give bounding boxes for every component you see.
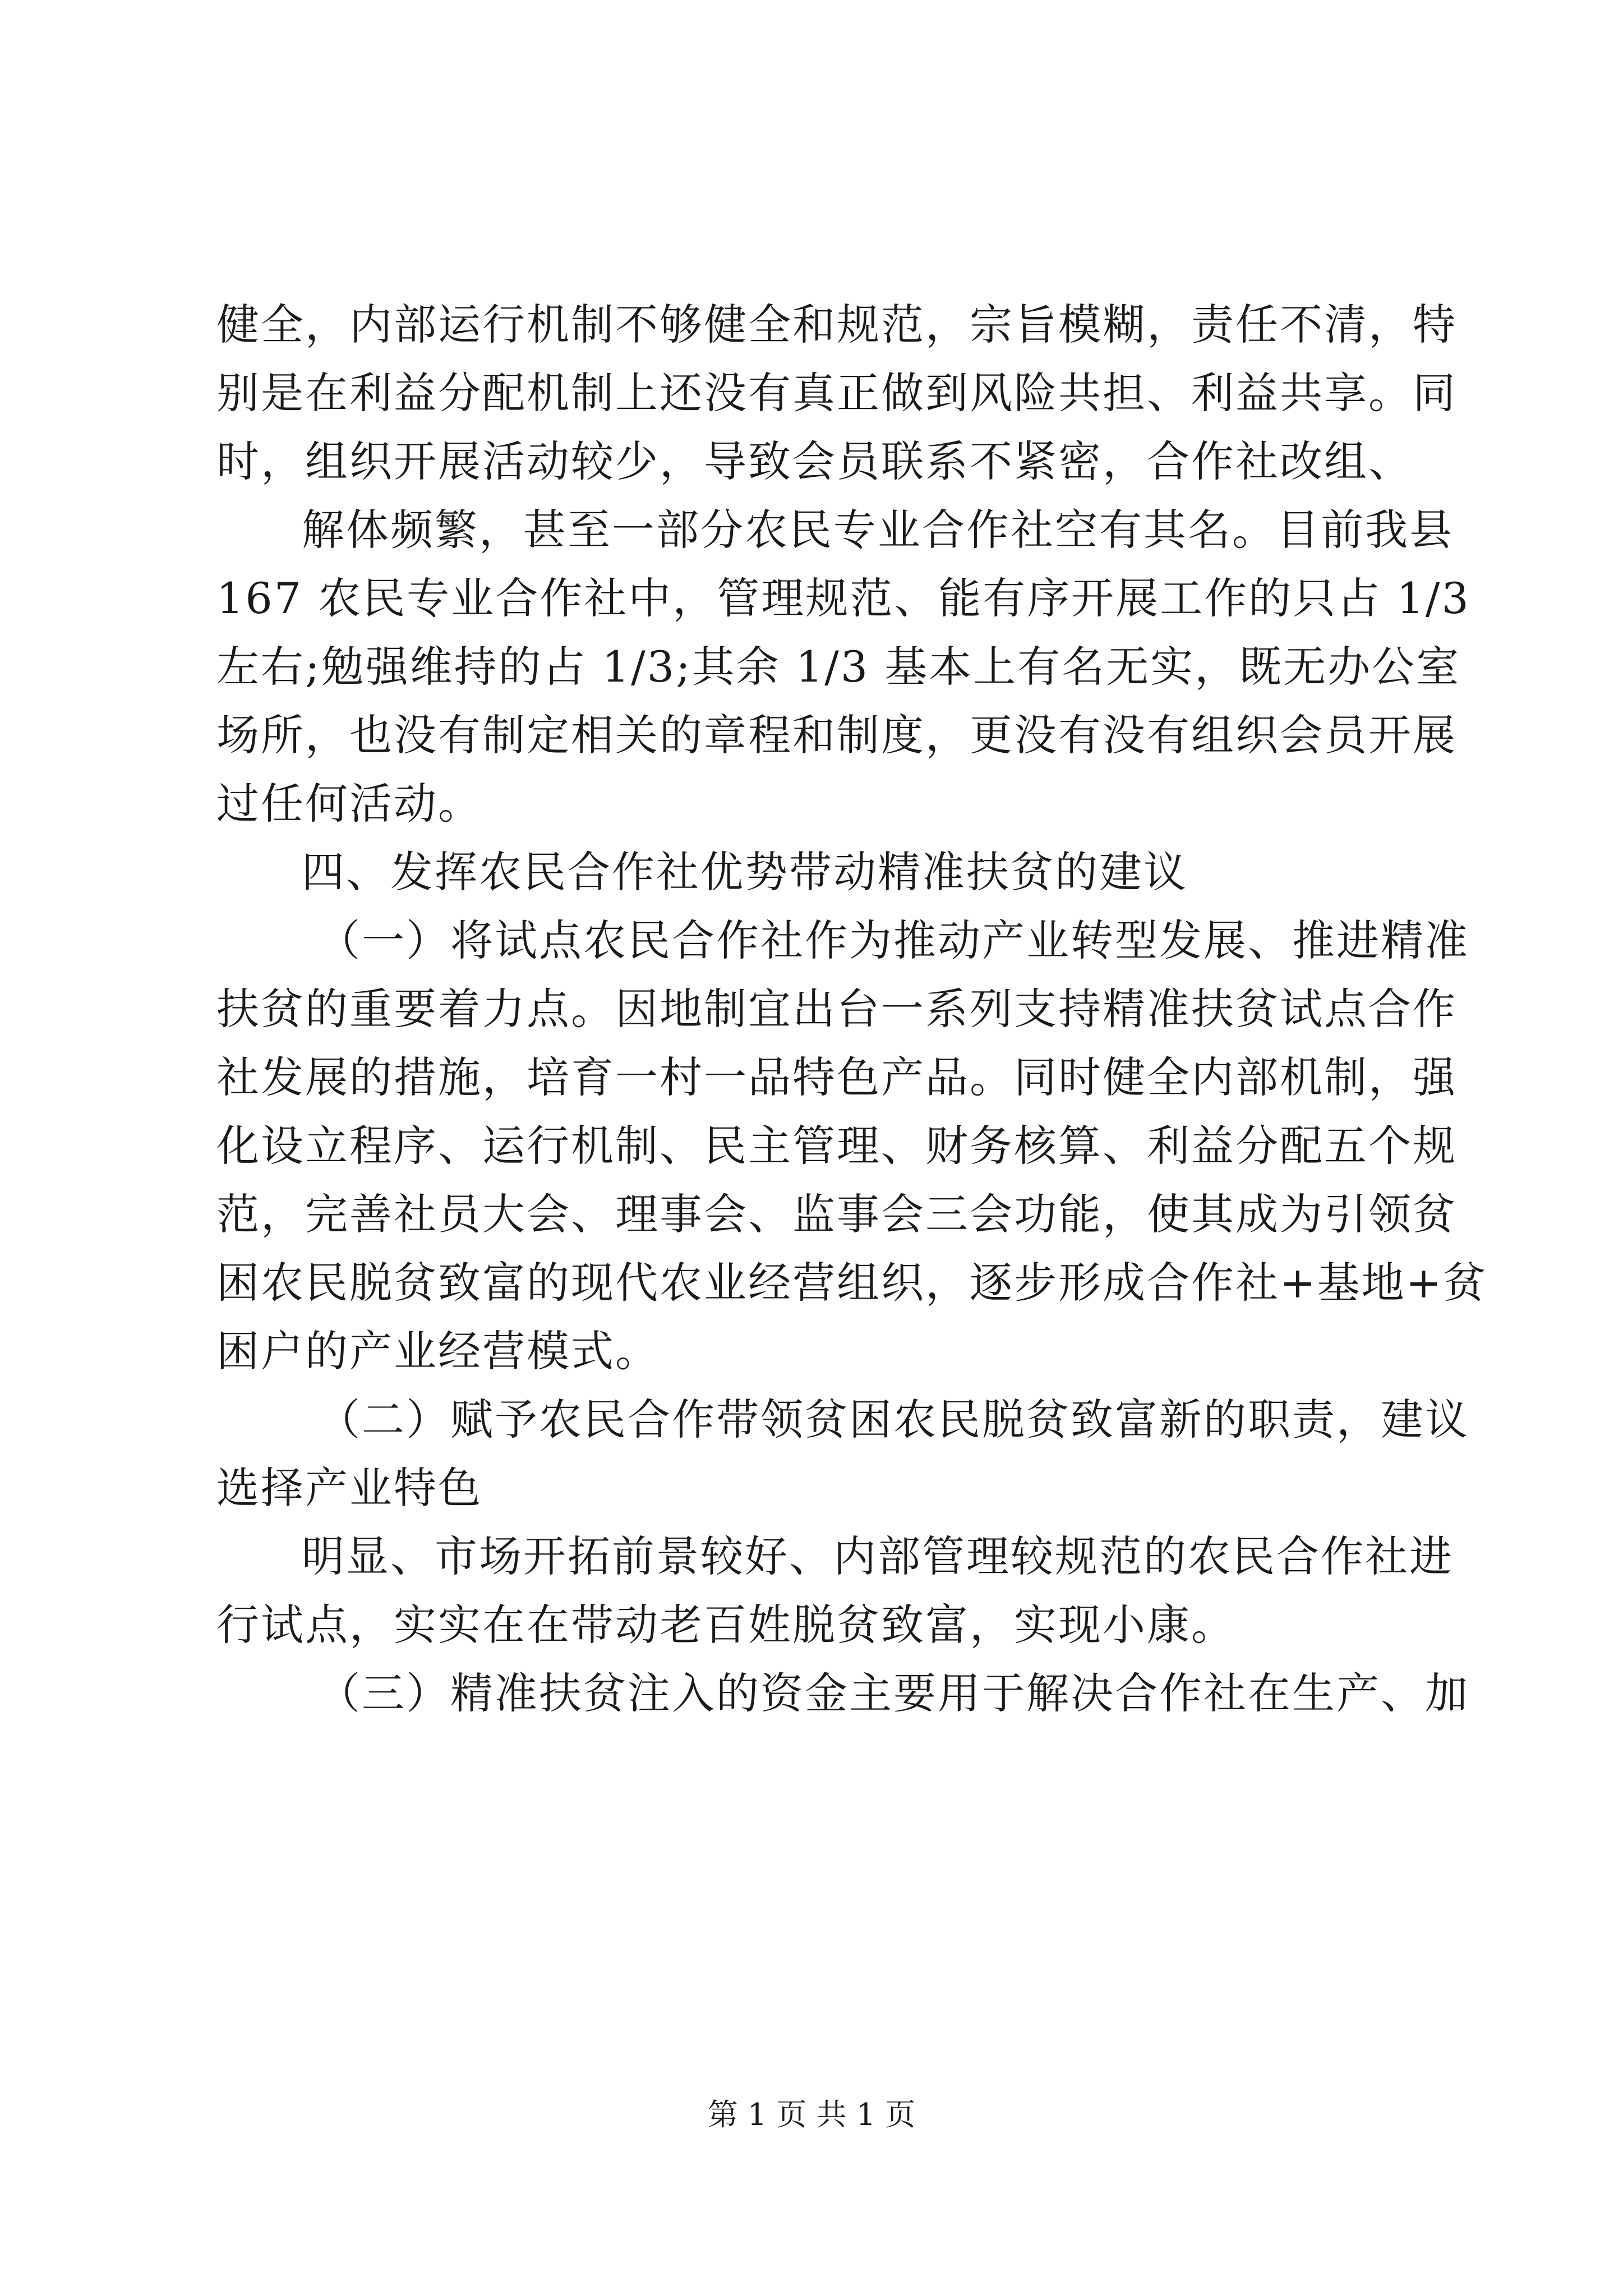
page-number-footer: 第 1 页 共 1 页 (707, 2097, 916, 2132)
text-line: 健全，内部运行机制不够健全和规范，宗旨模糊，责任不清，特 (216, 300, 1457, 349)
text-line: 化设立程序、运行机制、民主管理、财务核算、利益分配五个规 (216, 1121, 1457, 1171)
paragraph-start-line: （一）将试点农民合作社作为推动产业转型发展、推进精准 (317, 915, 1469, 965)
text-line: 社发展的措施，培育一村一品特色产品。同时健全内部机制，强 (216, 1052, 1457, 1102)
text-line: 场所，也没有制定相关的章程和制度，更没有没有组织会员开展 (216, 710, 1457, 760)
text-line: 范，完善社员大会、理事会、监事会三会功能，使其成为引领贫 (216, 1189, 1457, 1239)
text-line: 时，组织开展活动较少，导致会员联系不紧密，合作社改组、 (216, 436, 1413, 486)
paragraph-start-line: 明显、市场开拓前景较好、内部管理较规范的农民合作社进 (302, 1531, 1454, 1581)
document-body (216, 291, 1488, 1728)
text-line: 扶贫的重要着力点。因地制宜出台一系列支持精准扶贫试点合作 (216, 984, 1457, 1034)
section-heading: 四、发挥农民合作社优势带动精准扶贫的建议 (302, 847, 1188, 897)
paragraph-start-line: （三）精准扶贫注入的资金主要用于解决合作社在生产、加 (317, 1668, 1469, 1718)
text-line: 左右;勉强维持的占 1/3;其余 1/3 基本上有名无实，既无办公室 (216, 642, 1461, 692)
text-line: 困户的产业经营模式。 (216, 1326, 660, 1376)
text-line: 选择产业特色 (216, 1463, 482, 1513)
text-line: 167 农民专业合作社中，管理规范、能有序开展工作的只占 1/3 (216, 573, 1470, 623)
paragraph-start-line: （二）赋予农民合作带领贫困农民脱贫致富新的职责，建议 (317, 1395, 1469, 1444)
text-line: 过任何活动。 (216, 779, 482, 829)
text-line: 行试点，实实在在带动老百姓脱贫致富，实现小康。 (216, 1600, 1235, 1650)
text-line: 困农民脱贫致富的现代农业经营组织，逐步形成合作社+基地+贫 (216, 1258, 1488, 1308)
paragraph-start-line: 解体频繁，甚至一部分农民专业合作社空有其名。目前我县 (302, 505, 1454, 555)
text-line: 别是在利益分配机制上还没有真正做到风险共担、利益共享。同 (216, 368, 1457, 418)
